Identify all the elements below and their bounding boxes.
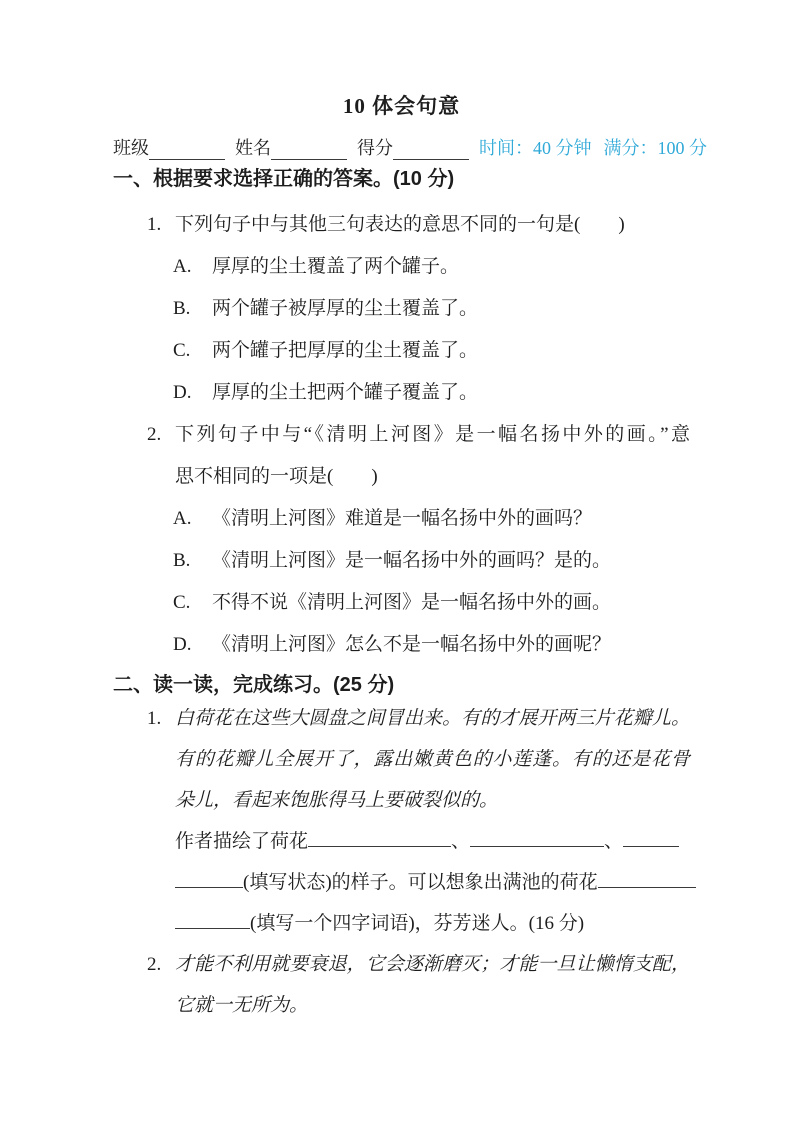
item-2-passage-line-2: 它就一无所为。 [175, 995, 309, 1016]
option-text: 《清明上河图》怎么不是一幅名扬中外的画呢？ [212, 634, 612, 655]
reading-item-2 [113, 944, 690, 1026]
passage-text: 才能不利用就要衰退，它会逐渐磨灭；才能一旦让懒惰支配， [175, 954, 690, 975]
prompt-text: (填写状态)的样子。可以想象出满池的荷花 [243, 872, 598, 893]
item-number: 2. [147, 954, 162, 975]
fill-blank [175, 909, 250, 929]
student-info-header [113, 136, 707, 160]
question-2-option-d [113, 624, 690, 666]
prompt-text: (填写一个四字词语)，芬芳迷人。(16 分) [250, 913, 585, 934]
fill-blank [623, 827, 679, 847]
passage-text: 白荷花在这些大圆盘之间冒出来。有的才展开两三片花瓣儿。 [175, 708, 690, 729]
class-fill-blank [149, 140, 225, 160]
section-two-heading: 二、读一读，完成练习。(25 分) [113, 674, 395, 696]
reading-item-1 [113, 698, 690, 944]
section-two [113, 672, 690, 1026]
option-text: 《清明上河图》难道是一幅名扬中外的画吗？ [212, 508, 593, 529]
score-fill-blank [393, 140, 469, 160]
exam-info [479, 134, 707, 160]
option-label: A. [173, 256, 192, 277]
class-field-group [113, 134, 225, 160]
question-2-option-a [113, 498, 690, 540]
item-1-prompt-line-1 [113, 821, 690, 862]
option-text: 厚厚的尘土把两个罐子覆盖了。 [212, 382, 479, 403]
item-1-prompt-line-2 [113, 862, 690, 903]
question-1-option-a [113, 246, 690, 288]
option-text: 两个罐子被厚厚的尘土覆盖了。 [212, 298, 479, 319]
name-fill-blank [271, 140, 347, 160]
separator-char: 、 [604, 831, 624, 852]
question-number: 1. [147, 214, 162, 235]
question-2-option-c [113, 582, 690, 624]
section-one-heading: 一、根据要求选择正确的答案。(10 分) [113, 168, 455, 190]
separator-char: 、 [451, 831, 471, 852]
class-label: 班级 [113, 138, 149, 158]
question-2-stem-line-2: 思不相同的一项是( ) [175, 466, 378, 487]
fill-blank [598, 868, 696, 888]
name-label: 姓名 [235, 138, 271, 158]
option-text: 两个罐子把厚厚的尘土覆盖了。 [212, 340, 479, 361]
question-text: 下列句子中与“《清明上河图》是一幅名扬中外的画。”意 [175, 424, 690, 445]
question-1-option-d [113, 372, 690, 414]
question-2-stem-line-1 [113, 414, 690, 456]
section-one [113, 166, 690, 666]
item-1-passage-line-1 [113, 698, 690, 739]
option-label: D. [173, 634, 192, 655]
option-label: D. [173, 382, 192, 403]
item-2-passage-line-1 [113, 944, 690, 985]
question-number: 2. [147, 424, 162, 445]
question-2 [113, 414, 690, 666]
option-label: A. [173, 508, 192, 529]
item-1-passage-line-2: 有的花瓣儿全展开了，露出嫩黄色的小莲蓬。有的还是花骨 [175, 749, 690, 770]
option-label: C. [173, 340, 191, 361]
option-text: 《清明上河图》是一幅名扬中外的画吗？是的。 [212, 550, 612, 571]
name-field-group [235, 134, 347, 160]
full-score-text: 满分：100 分 [603, 138, 707, 158]
fill-blank [308, 827, 451, 847]
item-number: 1. [147, 708, 162, 729]
page-title: 10 体会句意 [342, 94, 461, 118]
prompt-text: 作者描绘了荷花 [175, 831, 309, 852]
score-field-group [357, 134, 469, 160]
question-2-option-b [113, 540, 690, 582]
item-1-passage-line-3: 朵儿，看起来饱胀得马上要破裂似的。 [175, 790, 499, 811]
time-limit-text: 时间：40 分钟 [479, 138, 592, 158]
question-1-stem [113, 204, 690, 246]
question-text: 下列句子中与其他三句表达的意思不同的一句是( ) [175, 214, 625, 235]
fill-blank [470, 827, 604, 847]
question-1 [113, 204, 690, 414]
option-text: 厚厚的尘土覆盖了两个罐子。 [212, 256, 460, 277]
question-1-option-b [113, 288, 690, 330]
item-1-prompt-line-3 [113, 903, 690, 944]
option-text: 不得不说《清明上河图》是一幅名扬中外的画。 [212, 592, 612, 613]
option-label: B. [173, 550, 191, 571]
option-label: B. [173, 298, 191, 319]
question-1-option-c [113, 330, 690, 372]
score-label: 得分 [357, 138, 393, 158]
option-label: C. [173, 592, 191, 613]
fill-blank [175, 868, 243, 888]
